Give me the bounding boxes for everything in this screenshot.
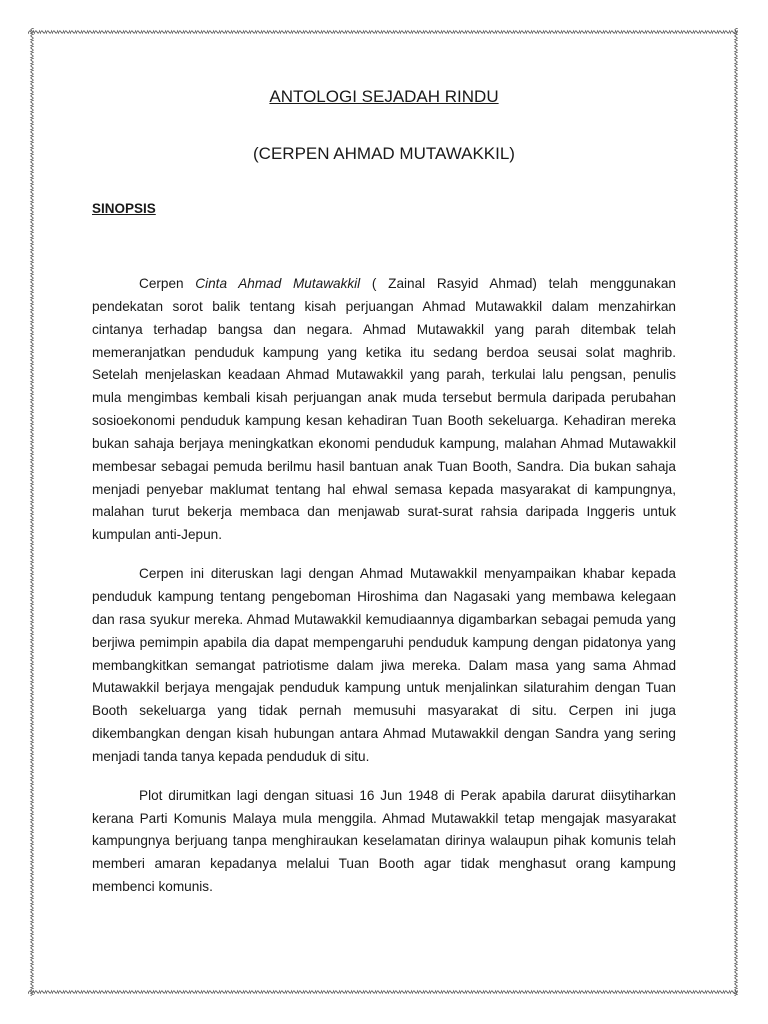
paragraph-1-lead: Cerpen [139,276,196,291]
document-subtitle: (CERPEN AHMAD MUTAWAKKIL) [253,144,515,163]
paragraph-3: Plot dirumitkan lagi dengan situasi 16 Jun 1948 di Perak apabila darurat diisytiharkan kerana Parti Komunis Malaya mula menggila. Ahmad Mutawakkil tetap mengajak masyarakat kampungnya berjuang tanpa menghiraukan keselamatan dirinya walaupun pihak komunis telah memberi amaran kepadanya melalui Tuan Booth agar tidak menghasut orang kampung membenci komunis. [92,787,676,895]
synopsis-body [92,273,676,915]
paragraph-2: Cerpen ini diteruskan lagi dengan Ahmad Mutawakkil menyampaikan khabar kepada penduduk kampung tentang pengeboman Hiroshima dan Nagasaki yang membawa kelegaan dan rasa syukur mereka. Ahmad Mutawakkil kemudiaannya digambarkan sebagai pemuda yang berjiwa pemimpin apabila dia dapat mempengaruhi penduduk kampung dengan pidatonya yang membangkitkan semangat patriotisme dalam jiwa mereka. Dalam masa yang sama Ahmad Mutawakkil berjaya mengajak penduduk kampung untuk menjalinkan silaturahim dengan Tuan Booth sekeluarga yang tidak pernah memusuhi masyarakat di situ. Cerpen ini juga dikembangkan dengan kisah hubungan antara Ahmad Mutawakkil dengan Sandra yang sering menjadi tanda tanya kepada penduduk di situ. [92,566,676,764]
paragraph-1 [92,273,676,547]
paragraph-1-rest: ( Zainal Rasyid Ahmad) telah menggunakan pendekatan sorot balik tentang kisah perjuangan Ahmad Mutawakkil dalam menzahirkan cintanya terhadap bangsa dan negara. Ahmad Mutawakkil yang parah ditembak telah memeranjatkan penduduk kampung yang ketika itu sedang berdoa seusai solat maghrib. Setelah menjelaskan keadaan Ahmad Mutawakkil yang parah, terkulai lalu pengsan, penulis mula mengimbas kembali kisah perjuangan anak muda tersebut bermula daripada perubahan sosioekonomi penduduk kampung kesan kehadiran Tuan Booth sekeluarga. Kehadiran mereka bukan sahaja berjaya meningkatkan ekonomi penduduk kampung, malahan Ahmad Mutawakkil membesar sebagai pemuda berilmu hasil bantuan anak Tuan Booth, Sandra. Dia bukan sahaja menjadi penyebar maklumat tentang hal ehwal semasa kepada masyarakat di kampungnya, malahan turut bekerja membaca dan menjawab surat-surat rahsia daripada Inggeris untuk kumpulan anti-Jepun. [92,276,676,543]
section-heading-sinopsis: SINOPSIS [92,201,156,216]
document-title: ANTOLOGI SEJADAH RINDU [269,87,499,106]
story-title-italic: Cinta Ahmad Mutawakkil [195,276,361,291]
